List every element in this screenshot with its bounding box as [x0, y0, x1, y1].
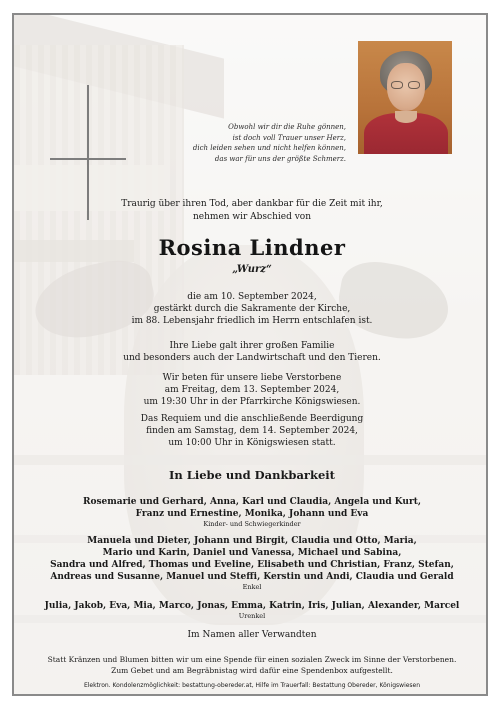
requiem-line: Das Requiem und die anschließende Beerdigung: [140, 414, 364, 424]
rosary-text: [14, 372, 488, 408]
deceased-nickname: „Wurz“: [232, 264, 272, 275]
donation-line: Statt Kränzen und Blumen bitten wir um eine Spende für einen sozialen Zweck im Sinne der Verstorbenen.: [47, 655, 457, 664]
mourner-line: Rosemarie und Gerhard, Anna, Karl und Claudia, Angela und Kurt,: [82, 497, 422, 507]
deceased-name: Rosina Lindner: [158, 235, 346, 260]
great-grandchildren-group: [14, 600, 488, 621]
poem-line: das war für uns der größte Schmerz.: [214, 154, 346, 163]
poem: [146, 122, 346, 164]
requiem-text: [14, 413, 488, 449]
mourner-line: Julia, Jakob, Eva, Mia, Marco, Jonas, Emma, Katrin, Iris, Julian, Alexander, Marcel: [44, 601, 460, 611]
relation-label: Enkel: [242, 583, 262, 591]
requiem-line: um 10:00 Uhr in Königswiesen statt.: [168, 438, 336, 448]
mourner-line: Sandra und Alfred, Thomas und Eveline, Elisabeth und Christian, Franz, Stefan,: [50, 560, 454, 570]
poem-line: ist doch voll Trauer unser Herz,: [232, 133, 346, 142]
details-line: die am 10. September 2024,: [187, 292, 317, 302]
requiem-line: finden am Samstag, dem 14. September 2024,: [146, 426, 358, 436]
relatives-text: Im Namen aller Verwandten: [187, 630, 317, 640]
footer-note: Elektron. Kondolenzmöglichkeit: bestattung-obereder.at, Hilfe im Trauerfall: Bestattung Obereder, Königswiesen: [83, 682, 421, 689]
relation-label: Urenkel: [238, 612, 266, 620]
mourner-line: Mario und Karin, Daniel und Vanessa, Michael und Sabina,: [102, 548, 402, 558]
poem-line: Obwohl wir dir die Ruhe gönnen,: [228, 123, 346, 131]
poem-line: dich leiden sehen und nicht helfen können,: [192, 144, 346, 152]
love-line: Ihre Liebe galt ihrer großen Familie: [169, 341, 335, 351]
donation-note: [14, 655, 488, 676]
mourner-line: Andreas und Susanne, Manuel und Steffi, Kerstin und Andi, Claudia und Gerald: [50, 572, 454, 582]
rosary-line: Wir beten für unsere liebe Verstorbene: [162, 373, 342, 383]
intro-line: Traurig über ihren Tod, aber dankbar für die Zeit mit ihr,: [121, 199, 383, 209]
details-line: im 88. Lebensjahr friedlich im Herrn entschlafen ist.: [131, 316, 373, 326]
relation-label: Kinder- und Schwiegerkinder: [203, 520, 301, 528]
parte-card: [12, 13, 488, 696]
donation-line: Zum Gebet und am Begräbnistag wird dafür eine Spendenbox aufgestellt.: [111, 665, 393, 675]
grandchildren-group: [14, 535, 488, 592]
children-group: [14, 496, 488, 529]
mourners-heading: In Liebe und Dankbarkeit: [169, 468, 335, 482]
intro-text: [14, 198, 488, 224]
love-text: [14, 340, 488, 364]
death-details: [14, 291, 488, 327]
rosary-line: um 19:30 Uhr in der Pfarrkirche Königswiesen.: [143, 397, 361, 407]
love-line: und besonders auch der Landwirtschaft und den Tieren.: [123, 353, 381, 363]
details-line: gestärkt durch die Sakramente der Kirche,: [153, 304, 351, 314]
rosary-line: am Freitag, dem 13. September 2024,: [164, 385, 340, 395]
portrait-photo: [358, 41, 452, 154]
intro-line: nehmen wir Abschied von: [192, 212, 312, 222]
mourner-line: Manuela und Dieter, Johann und Birgit, Claudia und Otto, Maria,: [87, 536, 417, 546]
mourner-line: Franz und Ernestine, Monika, Johann und Eva: [135, 509, 369, 519]
